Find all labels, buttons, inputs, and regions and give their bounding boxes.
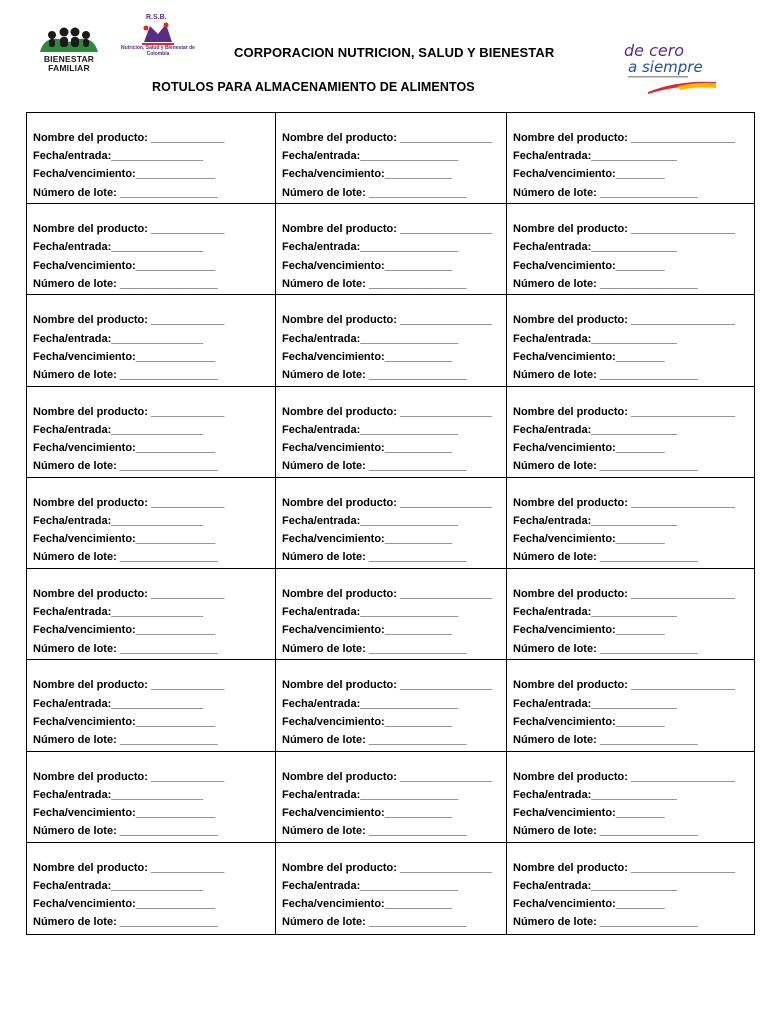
- lot-number-field: Número de lote: ________________: [282, 369, 467, 381]
- rsb-logo-title: R.S.B.: [146, 14, 167, 21]
- logo-text-line-1: de cero: [624, 41, 685, 60]
- label-card: [507, 113, 754, 204]
- lot-number-field: Número de lote: ________________: [282, 733, 467, 746]
- label-card: [507, 843, 754, 934]
- lot-number-field: Número de lote: ________________: [513, 369, 698, 381]
- lot-number-field: Número de lote: ________________: [33, 916, 218, 929]
- product-name-field: Nombre del producto: _________________: [513, 588, 735, 601]
- de-cero-a-siempre-emblem: [618, 34, 716, 96]
- product-name-field: Nombre del producto: _______________: [282, 314, 492, 327]
- entry-date-field: Fecha/entrada:_______________: [33, 150, 204, 163]
- entry-date-field: Fecha/entrada:_______________: [33, 879, 204, 892]
- entry-date-field: Fecha/entrada:________________: [282, 241, 459, 254]
- expiry-date-field: Fecha/vencimiento:___________: [282, 259, 452, 272]
- expiry-date-field: Fecha/vencimiento:___________: [282, 442, 452, 455]
- expiry-date-field: Fecha/vencimiento:________: [513, 898, 665, 911]
- expiry-date-field: Fecha/vencimiento:_____________: [33, 442, 216, 455]
- label-card: [507, 387, 754, 478]
- entry-date-field: Fecha/entrada:______________: [513, 788, 677, 801]
- product-name-field: Nombre del producto: _________________: [513, 314, 735, 327]
- product-name-field: Nombre del producto: ____________: [33, 405, 225, 418]
- family-figures-icon: [36, 26, 102, 56]
- page-subtitle: ROTULOS PARA ALMACENAMIENTO DE ALIMENTOS: [152, 80, 475, 94]
- entry-date-field: Fecha/entrada:________________: [282, 879, 459, 892]
- expiry-date-field: Fecha/vencimiento:________: [513, 168, 665, 181]
- label-card: [507, 295, 754, 386]
- expiry-date-field: Fecha/vencimiento:___________: [282, 715, 452, 728]
- expiry-date-field: Fecha/vencimiento:_____________: [33, 806, 216, 819]
- entry-date-field: Fecha/entrada:________________: [282, 788, 459, 801]
- product-name-field: Nombre del producto: _________________: [513, 132, 735, 144]
- entry-date-field: Fecha/entrada:______________: [513, 332, 677, 345]
- rsb-logo: [120, 14, 196, 62]
- de-cero-a-siempre-logo: [618, 34, 716, 96]
- product-name-field: Nombre del producto: ____________: [33, 132, 225, 144]
- entry-date-field: Fecha/entrada:______________: [513, 150, 677, 163]
- label-card: [276, 478, 507, 569]
- entry-date-field: Fecha/entrada:_______________: [33, 423, 204, 436]
- lot-number-field: Número de lote: ________________: [33, 186, 218, 199]
- label-card: [276, 204, 507, 295]
- entry-date-field: Fecha/entrada:_______________: [33, 788, 204, 801]
- lot-number-field: Número de lote: ________________: [33, 642, 218, 655]
- entry-date-field: Fecha/entrada:________________: [282, 515, 459, 528]
- label-card: [507, 752, 754, 843]
- label-card: [27, 752, 276, 843]
- expiry-date-field: Fecha/vencimiento:___________: [282, 350, 452, 363]
- lot-number-field: Número de lote: ________________: [513, 825, 698, 838]
- label-card: [27, 843, 276, 934]
- expiry-date-field: Fecha/vencimiento:_____________: [33, 350, 216, 363]
- expiry-date-field: Fecha/vencimiento:_____________: [33, 259, 216, 272]
- entry-date-field: Fecha/entrada:_______________: [33, 697, 204, 710]
- product-name-field: Nombre del producto: _______________: [282, 405, 492, 418]
- entry-date-field: Fecha/entrada:_______________: [33, 241, 204, 254]
- entry-date-field: Fecha/entrada:______________: [513, 423, 677, 436]
- expiry-date-field: Fecha/vencimiento:_____________: [33, 898, 216, 911]
- lot-number-field: Número de lote: ________________: [513, 186, 698, 199]
- label-card: [276, 660, 507, 751]
- label-card: [276, 387, 507, 478]
- product-name-field: Nombre del producto: ____________: [33, 223, 225, 236]
- expiry-date-field: Fecha/vencimiento:________: [513, 533, 665, 546]
- labels-grid: [26, 112, 755, 935]
- page-title: CORPORACION NUTRICION, SALUD Y BIENESTAR: [234, 45, 555, 60]
- product-name-field: Nombre del producto: _______________: [282, 679, 492, 692]
- product-name-field: Nombre del producto: _______________: [282, 770, 492, 783]
- lot-number-field: Número de lote: ________________: [513, 733, 698, 746]
- label-card: [27, 113, 276, 204]
- label-card: [507, 569, 754, 660]
- expiry-date-field: Fecha/vencimiento:_____________: [33, 715, 216, 728]
- entry-date-field: Fecha/entrada:________________: [282, 697, 459, 710]
- entry-date-field: Fecha/entrada:________________: [282, 332, 459, 345]
- label-card: [27, 660, 276, 751]
- entry-date-field: Fecha/entrada:______________: [513, 241, 677, 254]
- lot-number-field: Número de lote: ________________: [513, 916, 698, 929]
- expiry-date-field: Fecha/vencimiento:___________: [282, 624, 452, 637]
- expiry-date-field: Fecha/vencimiento:________: [513, 624, 665, 637]
- label-card: [27, 569, 276, 660]
- product-name-field: Nombre del producto: ____________: [33, 496, 225, 509]
- lot-number-field: Número de lote: ________________: [33, 825, 218, 838]
- product-name-field: Nombre del producto: ____________: [33, 588, 225, 601]
- expiry-date-field: Fecha/vencimiento:_____________: [33, 168, 216, 181]
- expiry-date-field: Fecha/vencimiento:___________: [282, 806, 452, 819]
- lot-number-field: Número de lote: ________________: [513, 277, 698, 290]
- expiry-date-field: Fecha/vencimiento:___________: [282, 898, 452, 911]
- product-name-field: Nombre del producto: _______________: [282, 588, 492, 601]
- product-name-field: Nombre del producto: _______________: [282, 223, 492, 236]
- product-name-field: Nombre del producto: _______________: [282, 861, 492, 874]
- bienestar-familiar-logo: [36, 26, 102, 74]
- lot-number-field: Número de lote: ________________: [33, 369, 218, 381]
- expiry-date-field: Fecha/vencimiento:________: [513, 350, 665, 363]
- label-card: [507, 478, 754, 569]
- lot-number-field: Número de lote: ________________: [282, 916, 467, 929]
- label-card: [27, 204, 276, 295]
- label-card: [276, 843, 507, 934]
- product-name-field: Nombre del producto: _________________: [513, 679, 735, 692]
- product-name-field: Nombre del producto: ____________: [33, 861, 225, 874]
- label-card: [276, 295, 507, 386]
- product-name-field: Nombre del producto: _________________: [513, 496, 735, 509]
- product-name-field: Nombre del producto: _________________: [513, 861, 735, 874]
- lot-number-field: Número de lote: ________________: [33, 277, 218, 290]
- expiry-date-field: Fecha/vencimiento:_____________: [33, 533, 216, 546]
- product-name-field: Nombre del producto: _________________: [513, 223, 735, 236]
- logo-line-1: BIENESTAR: [43, 54, 95, 64]
- expiry-date-field: Fecha/vencimiento:___________: [282, 168, 452, 181]
- expiry-date-field: Fecha/vencimiento:________: [513, 259, 665, 272]
- entry-date-field: Fecha/entrada:______________: [513, 515, 677, 528]
- product-name-field: Nombre del producto: _________________: [513, 770, 735, 783]
- product-name-field: Nombre del producto: ____________: [33, 314, 225, 327]
- product-name-field: Nombre del producto: _______________: [282, 132, 492, 144]
- lot-number-field: Número de lote: ________________: [282, 186, 467, 199]
- lot-number-field: Número de lote: ________________: [33, 460, 218, 473]
- label-card: [276, 569, 507, 660]
- lot-number-field: Número de lote: ________________: [33, 733, 218, 746]
- label-card: [276, 752, 507, 843]
- label-card: [276, 113, 507, 204]
- lot-number-field: Número de lote: ________________: [33, 551, 218, 564]
- lot-number-field: Número de lote: ________________: [282, 825, 467, 838]
- lot-number-field: Número de lote: ________________: [513, 460, 698, 473]
- entry-date-field: Fecha/entrada:________________: [282, 606, 459, 619]
- lot-number-field: Número de lote: ________________: [282, 551, 467, 564]
- label-card: [507, 204, 754, 295]
- logo-text-line-2: a siempre: [628, 58, 703, 76]
- rsb-logo-subtitle: Nutrición, Salud y Bienestar de Colombia: [121, 45, 195, 57]
- logo-line-2: FAMILIAR: [48, 62, 90, 73]
- entry-date-field: Fecha/entrada:________________: [282, 423, 459, 436]
- product-name-field: Nombre del producto: _______________: [282, 496, 492, 509]
- product-name-field: Nombre del producto: ____________: [33, 679, 225, 692]
- lot-number-field: Número de lote: ________________: [513, 642, 698, 655]
- lot-number-field: Número de lote: ________________: [282, 277, 467, 290]
- label-card: [27, 387, 276, 478]
- lot-number-field: Número de lote: ________________: [282, 642, 467, 655]
- product-name-field: Nombre del producto: ____________: [33, 770, 225, 783]
- expiry-date-field: Fecha/vencimiento:_____________: [33, 624, 216, 637]
- lot-number-field: Número de lote: ________________: [282, 460, 467, 473]
- entry-date-field: Fecha/entrada:_______________: [33, 515, 204, 528]
- expiry-date-field: Fecha/vencimiento:________: [513, 715, 665, 728]
- label-card: [507, 660, 754, 751]
- entry-date-field: Fecha/entrada:______________: [513, 879, 677, 892]
- entry-date-field: Fecha/entrada:_______________: [33, 332, 204, 345]
- lot-number-field: Número de lote: ________________: [513, 551, 698, 564]
- logo-wordmark: [36, 55, 102, 72]
- expiry-date-field: Fecha/vencimiento:________: [513, 442, 665, 455]
- entry-date-field: Fecha/entrada:______________: [513, 606, 677, 619]
- label-card: [27, 478, 276, 569]
- expiry-date-field: Fecha/vencimiento:________: [513, 806, 665, 819]
- entry-date-field: Fecha/entrada:_______________: [33, 606, 204, 619]
- label-card: [27, 295, 276, 386]
- entry-date-field: Fecha/entrada:______________: [513, 697, 677, 710]
- expiry-date-field: Fecha/vencimiento:___________: [282, 533, 452, 546]
- product-name-field: Nombre del producto: _________________: [513, 405, 735, 418]
- entry-date-field: Fecha/entrada:________________: [282, 150, 459, 163]
